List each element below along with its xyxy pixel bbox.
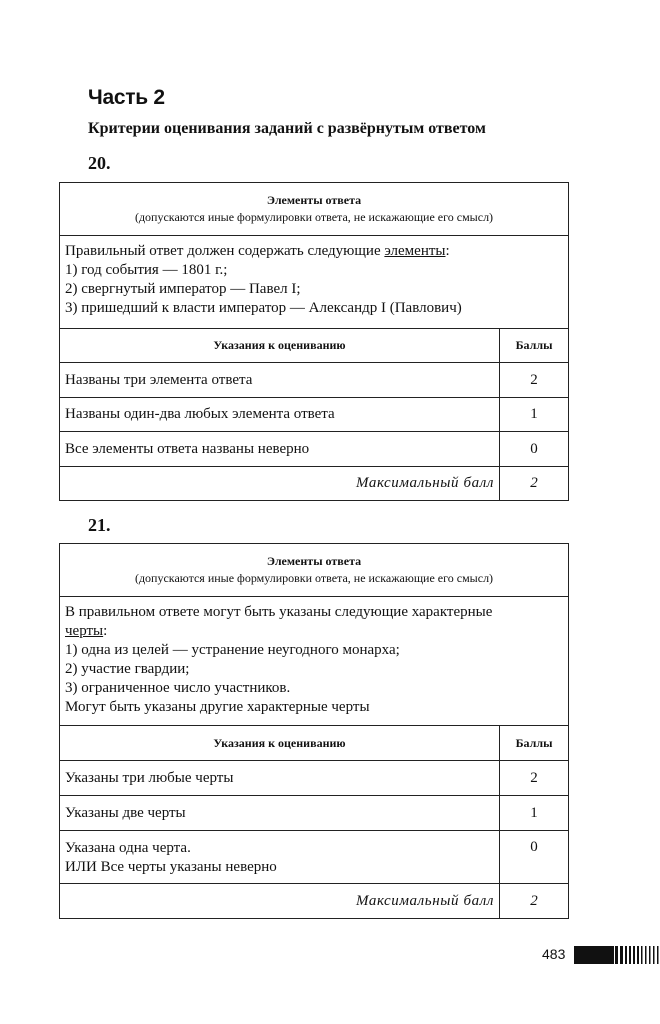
criteria-text: Указаны три любые черты [60,761,500,796]
answer-elements-title: Элементы ответа [266,193,362,207]
criteria-text: Указаны две черты [60,796,500,831]
page-number: 483 [542,946,566,962]
max-score-value: 2 [500,467,569,501]
answer-line: 1) одна из целей — устранение неугодного монарха; [65,642,400,658]
criteria-table-20 [59,182,569,501]
criteria-row [60,761,569,796]
section-subtitle: Критерии оценивания заданий с развёрнутым ответом [88,120,486,137]
max-score-label: Максимальный балл [60,467,500,501]
criteria-table-21 [59,543,569,919]
criteria-column-headers [60,329,569,363]
criteria-row [60,432,569,467]
criteria-points: 2 [500,761,569,796]
answer-line: Могут быть указаны другие характерные черты [65,699,370,715]
page-marker-bar-icon [574,945,660,965]
criteria-row [60,398,569,432]
answer-line: 2) свергнутый император — Павел I; [65,281,301,297]
criteria-points: 2 [500,363,569,398]
criteria-points: 1 [500,398,569,432]
answer-line: 3) пришедший к власти император — Александр I (Павлович) [65,300,462,316]
max-score-label: Максимальный балл [60,884,500,919]
answer-elements-header [60,544,569,597]
criteria-text: Все элементы ответа названы неверно [60,432,500,467]
criteria-text: Указана одна черта. ИЛИ Все черты указаны неверно [60,831,500,884]
task-number: 21. [88,515,111,535]
part-title: Часть 2 [88,86,165,109]
answer-elements-body [60,597,569,726]
criteria-points: 1 [500,796,569,831]
task-number: 20. [88,153,111,173]
criteria-column-headers [60,726,569,761]
max-score-value: 2 [500,884,569,919]
criteria-text: Названы один-два любых элемента ответа [60,398,500,432]
max-score-row [60,884,569,919]
points-column-header: Баллы [500,329,569,363]
criteria-points: 0 [500,831,569,884]
answer-line: 1) год события — 1801 г.; [65,262,228,278]
answer-elements-body [60,236,569,329]
answer-intro: В правильном ответе могут быть указаны следующие характерные [65,604,493,620]
answer-elements-header [60,183,569,236]
answer-elements-title: Элементы ответа [266,554,362,568]
answer-line: 3) ограниченное число участников. [65,680,291,696]
max-score-row [60,467,569,501]
answer-elements-note: (допускаются иные формулировки ответа, не искажающие его смысл) [134,210,494,224]
criteria-text: Названы три элемента ответа [60,363,500,398]
answer-intro: Правильный ответ должен содержать следующие элементы: [65,243,450,259]
criteria-row [60,363,569,398]
criteria-row [60,796,569,831]
criteria-column-header: Указания к оцениванию [60,329,500,363]
answer-intro-continued: черты: [65,623,108,639]
answer-line: 2) участие гвардии; [65,661,190,677]
criteria-row [60,831,569,884]
points-column-header: Баллы [500,726,569,761]
criteria-points: 0 [500,432,569,467]
answer-elements-note: (допускаются иные формулировки ответа, не искажающие его смысл) [134,571,494,585]
criteria-column-header: Указания к оцениванию [60,726,500,761]
